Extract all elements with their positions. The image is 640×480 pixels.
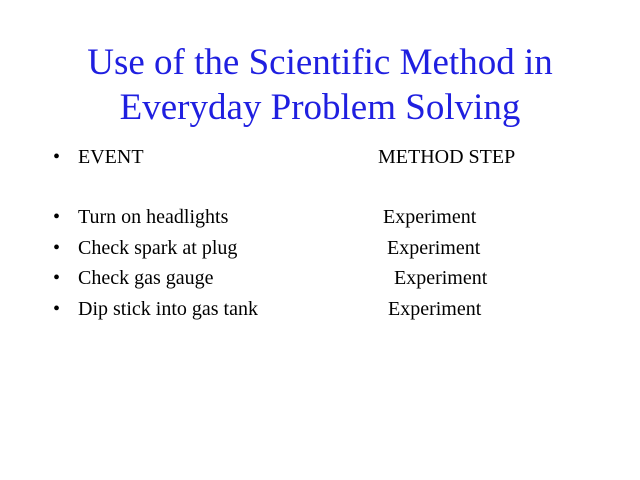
title-line: Everyday Problem Solving	[119, 87, 521, 128]
list-item	[0, 203, 640, 231]
list-item	[0, 264, 640, 292]
method-step-text: Experiment	[388, 298, 482, 320]
bullet-icon: •	[53, 298, 61, 320]
header-method-step-label: METHOD STEP	[378, 146, 516, 168]
slide-title	[0, 40, 640, 130]
bullet-icon: •	[53, 206, 61, 228]
event-text: Turn on headlights	[78, 206, 229, 228]
method-step-text: Experiment	[383, 206, 477, 228]
title-line: Use of the Scientific Method in	[87, 42, 553, 83]
event-text: Dip stick into gas tank	[78, 298, 258, 320]
bullet-icon: •	[53, 146, 61, 168]
method-step-text: Experiment	[394, 267, 488, 289]
event-text: Check gas gauge	[78, 267, 214, 289]
event-text: Check spark at plug	[78, 237, 238, 259]
bullet-icon: •	[53, 267, 61, 289]
list-item	[0, 234, 640, 262]
method-step-text: Experiment	[387, 237, 481, 259]
header-row	[0, 143, 640, 171]
list-item	[0, 295, 640, 323]
header-event-label: EVENT	[78, 146, 144, 168]
bullet-icon: •	[53, 237, 61, 259]
